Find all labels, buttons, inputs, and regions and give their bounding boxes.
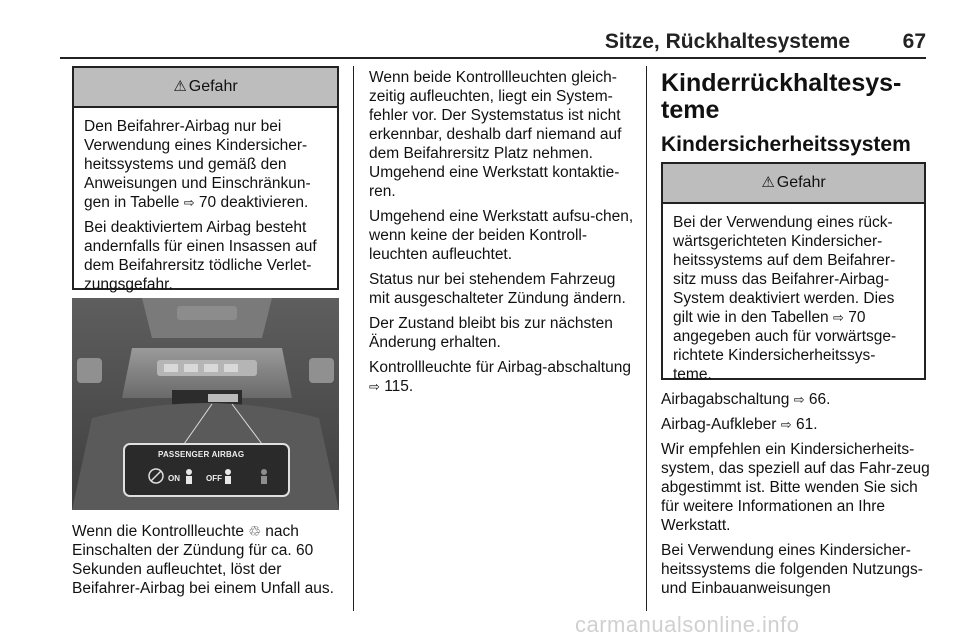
airbag-off-label: OFF — [206, 474, 222, 483]
airbag-on-label: ON — [168, 474, 180, 483]
danger-box-paragraph: Bei deaktiviertem Airbag besteht andernfalls für einen Insassen auf dem Beifahrersitz tödliche Verlet-zungsgefahr. — [84, 219, 317, 293]
page-ref-arrow-icon: ⇨ — [780, 417, 792, 432]
danger-box-paragraph: Den Beifahrer-Airbag nur bei Verwendung eines Kindersicher-heitssystems und gemäß den Anweisungen und Einschränkun-gen in Tabelle ⇨ 70 deaktivieren. — [84, 118, 311, 211]
airbag-indicator-photo — [72, 298, 339, 510]
body-paragraph: Der Zustand bleibt bis zur nächsten Änderung erhalten. — [369, 315, 613, 351]
page-ref-arrow-icon: ⇨ — [369, 379, 380, 394]
danger-box-header — [663, 164, 924, 204]
warning-triangle-icon: ⚠ — [173, 78, 187, 95]
passenger-airbag-panel-label: PASSENGER AIRBAG — [158, 450, 245, 459]
page-ref-arrow-icon: ⇨ — [833, 310, 844, 325]
header-rule — [60, 57, 926, 59]
body-paragraph: Status nur bei stehendem Fahrzeug mit ausgeschalteter Zündung ändern. — [369, 271, 626, 307]
subsection-heading: Kindersicherheitssystem — [661, 133, 911, 156]
airbag-indicator-icon: ♲ — [248, 523, 261, 539]
danger-box-heading: Gefahr — [188, 78, 238, 95]
right-column-text — [661, 390, 931, 604]
danger-box-heading: Gefahr — [776, 174, 826, 191]
page-ref-arrow-icon: ⇨ — [793, 392, 805, 407]
body-paragraph: Bei Verwendung eines Kindersicher-heitssystems die folgenden Nutzungs- und Einbauanweisungen — [661, 542, 923, 597]
body-paragraph: Airbagabschaltung ⇨ 66. — [661, 391, 831, 408]
page-ref-arrow-icon: ⇨ — [183, 195, 195, 210]
danger-box-right — [661, 162, 926, 383]
middle-column-text — [369, 68, 637, 402]
section-heading: Kinderrückhaltesys-teme — [661, 69, 902, 124]
page-header-title: Sitze, Rückhaltesysteme — [604, 30, 850, 53]
body-paragraph: Wenn beide Kontrollleuchten gleich-zeitig aufleuchten, liegt ein System-fehler vor. Der Systemstatus ist nicht erkennbar, deshalb darf niemand auf dem Beifahrersitz Platz nehmen. Umgehend eine Werkstatt kontaktie-ren. — [369, 69, 622, 200]
danger-box-header — [74, 68, 337, 108]
body-paragraph: Wir empfehlen ein Kindersicherheits-system, das speziell auf das Fahr-zeug abgestimmt ist. Bitte wenden Sie sich für weitere Informationen an Ihre Werkstatt. — [661, 441, 930, 534]
body-paragraph: Umgehend eine Werkstatt aufsu-chen, wenn keine der beiden Kontroll-leuchten aufleuchtet. — [369, 208, 634, 263]
airbag-indicator-text: Wenn die Kontrollleuchte ♲ nach Einschalten der Zündung für ca. 60 Sekunden aufleuchtet, löst der Beifahrer-Airbag bei einem Unfall aus. — [72, 523, 334, 597]
body-paragraph: Airbag-Aufkleber ⇨ 61. — [661, 416, 818, 433]
danger-box-paragraph: Bei der Verwendung eines rück-wärtsgerichteten Kindersicher-heitssystems auf dem Beifahrer-sitz muss das Beifahrer-Airbag-System deaktiviert werden. Dies gilt wie in den Tabellen ⇨ 70 angegeben auch für vorwärtsge-richtete Kindersicherheitssys-teme. — [673, 214, 897, 383]
warning-triangle-icon: ⚠ — [761, 174, 775, 191]
page-number: 67 — [902, 30, 926, 53]
body-paragraph: Kontrollleuchte für Airbag-abschaltung ⇨ 115. — [369, 359, 631, 395]
column-divider-2 — [646, 66, 647, 611]
watermark: carmanualsonline.info — [575, 612, 800, 637]
danger-box-left — [72, 66, 339, 293]
column-divider-1 — [353, 66, 354, 611]
